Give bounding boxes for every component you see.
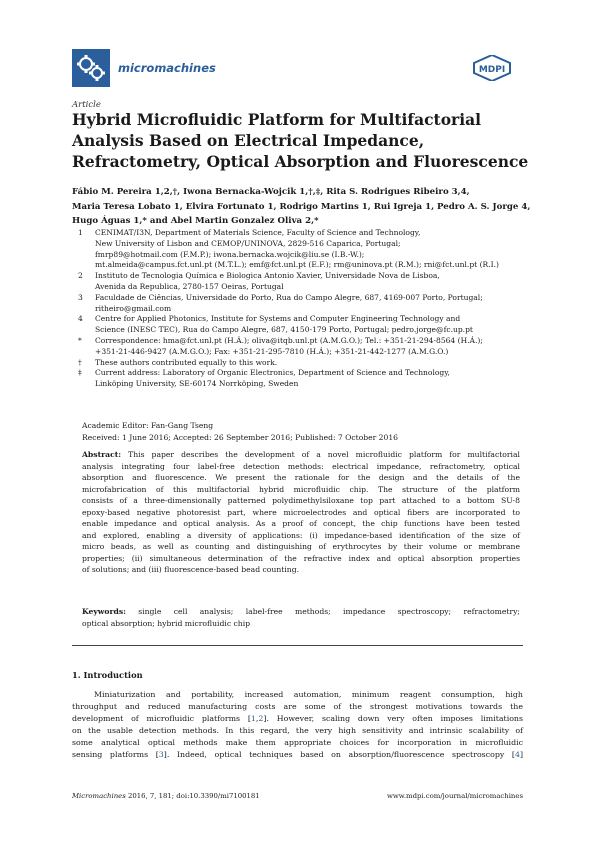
equal-contribution-note xyxy=(78,358,538,369)
author-line: Fábio M. Pereira 1,2,†, Iwona Bernacka-Wojcik 1,†,‡, Rita S. Rodrigues Ribeiro 3,4, xyxy=(72,187,470,197)
affiliation-item xyxy=(78,271,538,293)
affiliations xyxy=(78,228,538,390)
abstract-text: This paper describes the development of a novel microfluidic platform for multifactorial xyxy=(121,450,520,459)
affiliation-marker: 3 xyxy=(78,292,83,302)
author-line: Hugo Águas 1,* and Abel Martin Gonzalez Oliva 2,* xyxy=(72,216,319,226)
affiliation-marker: 2 xyxy=(78,271,83,281)
author-line: Maria Teresa Lobato 1, Elvira Fortunato 1, Rodrigo Martins 1, Rui Igreja 1, Pedro A. S. Jorge 4, xyxy=(72,201,531,212)
introduction-body xyxy=(72,689,523,761)
affiliation-line: Science (INESC TEC), Rua do Campo Alegre, 687, 4150-179 Porto, Portugal; pedro.jorge@fc.up.pt xyxy=(95,325,473,335)
affiliation-item xyxy=(78,314,538,336)
affiliation-marker: † xyxy=(78,357,82,367)
affiliation-marker: 4 xyxy=(78,314,83,324)
affiliation-marker: 1 xyxy=(78,228,83,237)
affiliation-line: CENIMAT/I3N, Department of Materials Science, Faculty of Science and Technology, xyxy=(95,228,421,237)
paragraph-line: throughput and reduced manufacturing costs are some of the strongest motivations towards the xyxy=(72,701,523,711)
abstract xyxy=(82,449,520,576)
footer-journal: Micromachines xyxy=(72,792,126,800)
abstract-label: Abstract: xyxy=(82,450,122,459)
academic-editor: Academic Editor: Fan-Gang Tseng xyxy=(82,421,214,430)
keywords-label: Keywords: xyxy=(82,607,126,616)
affiliation-marker: ‡ xyxy=(78,368,82,378)
affiliation-line: mt.almeida@campus.fct.unl.pt (M.T.L.); emf@fct.unl.pt (E.F.); rm@uninova.pt (R.M.); rni@fct.unl.pt (R.I.) xyxy=(95,260,499,270)
keywords-line: optical absorption; hybrid microfluidic chip xyxy=(82,618,251,628)
affiliation-marker: * xyxy=(78,335,82,345)
citation-link[interactable]: 2 xyxy=(258,713,264,723)
affiliation-item xyxy=(78,228,538,271)
affiliation-line: Centre for Applied Photonics, Institute for Systems and Computer Engineering Technology and xyxy=(95,314,461,324)
paragraph-line: sensing platforms [3]. Indeed, optical techniques based on absorption/fluorescence spectroscopy [4] xyxy=(72,749,523,759)
affiliation-line: Current address: Laboratory of Organic Electronics, Department of Science and Technology, xyxy=(95,368,450,378)
paragraph-line: development of microfluidic platforms [1,2]. However, scaling down very often imposes limitations xyxy=(72,713,524,723)
abstract-line xyxy=(82,449,520,461)
affiliation-line: Instituto de Tecnologia Química e Biologica Antonio Xavier, Universidade Nova de Lisboa, xyxy=(95,271,440,281)
keywords xyxy=(82,606,520,629)
abstract-line: epoxy-based negative photoresist part, where microelectrodes and optical fibers are incorporated to xyxy=(82,507,520,517)
citation-link[interactable]: 3 xyxy=(158,749,164,759)
current-address-note xyxy=(78,368,538,390)
publication-dates: Received: 1 June 2016; Accepted: 26 September 2016; Published: 7 October 2016 xyxy=(82,432,398,442)
correspondence-item xyxy=(78,336,538,358)
section-heading: 1. Introduction xyxy=(72,670,143,680)
gears-icon xyxy=(72,49,110,87)
affiliation-line: New University of Lisbon and CEMOP/UNINOVA, 2829-516 Caparica, Portugal; xyxy=(95,238,401,248)
abstract-line: analysis integrating four label-free detection methods: electrical impedance, refractometry, optical xyxy=(82,461,520,471)
affiliation-line: These authors contributed equally to this work. xyxy=(95,357,278,367)
affiliation-line: ritheiro@gmail.com xyxy=(95,303,172,313)
title-line: Analysis Based on Electrical Impedance, xyxy=(72,131,425,150)
author-list xyxy=(72,185,532,229)
abstract-line: properties; (ii) simultaneous determination of the refractive index and optical absorption properties xyxy=(82,553,520,563)
abstract-line: enable impedance and optical analysis. As a proof of concept, the chip functions have been tested xyxy=(82,519,520,529)
affiliation-line: fmrp89@hotmail.com (F.M.P.); iwona.bernacka.wojcik@liu.se (I.B.-W.); xyxy=(95,249,365,259)
footer-url[interactable]: www.mdpi.com/journal/micromachines xyxy=(386,792,523,800)
abstract-line: micro beads, as well as counting and distinguishing of erythrocytes by their volume or membrane xyxy=(82,542,520,552)
affiliation-line: Avenida da Republica, 2780-157 Oeiras, Portugal xyxy=(95,281,284,291)
abstract-line: microfabrication of this multifactorial hybrid microfluidic chip. The structure of the platform xyxy=(82,484,520,494)
section-divider xyxy=(72,645,523,646)
paragraph-line: some analytical optical methods make them appropriate choices for incorporation in microfluidic xyxy=(72,737,523,747)
paragraph-line: Miniaturization and portability, increased automation, minimum reagent consumption, high xyxy=(94,690,523,699)
mdpi-logo xyxy=(472,55,512,81)
affiliation-line: +351-21-446-9427 (A.M.G.O.); Fax: +351-21-295-7810 (H.Á.); +351-21-442-1277 (A.M.G.O.) xyxy=(95,346,449,356)
affiliation-item xyxy=(78,293,538,315)
footer-citation xyxy=(72,792,260,800)
mdpi-logo-text: MDPI xyxy=(478,65,506,75)
keywords-line xyxy=(82,606,520,618)
abstract-line: of solutions; and (iii) fluorescence-based bead counting. xyxy=(82,565,300,575)
citation-link[interactable]: 1 xyxy=(250,713,256,723)
title-line: Hybrid Microfluidic Platform for Multifactorial xyxy=(72,110,482,129)
footer-doi: 2016, 7, 181; doi:10.3390/mi7100181 xyxy=(125,792,260,800)
abstract-line: consists of a three-dimensionally patterned polydimethylsiloxane top part attached to a bottom SU-8 xyxy=(82,496,520,506)
mdpi-logo-icon xyxy=(472,55,512,81)
paragraph-line: on the usable detection methods. In this regard, the very high sensitivity and intrinsic scalability of xyxy=(72,725,523,735)
keywords-text: single cell analysis; label-free methods; impedance spectroscopy; refractometry; xyxy=(125,607,520,616)
paper-title xyxy=(72,109,529,172)
affiliation-line: Linköping University, SE-60174 Norrköping, Sweden xyxy=(95,379,299,389)
affiliation-line: Correspondence: hma@fct.unl.pt (H.Á.); oliva@itqb.unl.pt (A.M.G.O.); Tel.: +351-21-294-8564 (H.Á.); xyxy=(95,335,483,345)
affiliation-line: Faculdade de Ciências, Universidade do Porto, Rua do Campo Alegre, 687, 4169-007 Porto, Portugal; xyxy=(95,292,483,302)
abstract-line: and explored, enabling a diversity of applications: (i) impedance-based identification of the size of xyxy=(82,530,520,540)
citation-link[interactable]: 4 xyxy=(514,749,520,759)
title-line: Refractometry, Optical Absorption and Fluorescence xyxy=(72,152,529,171)
editor-and-dates xyxy=(82,420,398,443)
article-type: Article xyxy=(72,100,101,110)
abstract-line: absorption and fluorescence. We present the rationale for the design and the details of the xyxy=(82,473,520,483)
journal-name: micromachines xyxy=(118,61,216,75)
journal-logo xyxy=(72,49,110,87)
